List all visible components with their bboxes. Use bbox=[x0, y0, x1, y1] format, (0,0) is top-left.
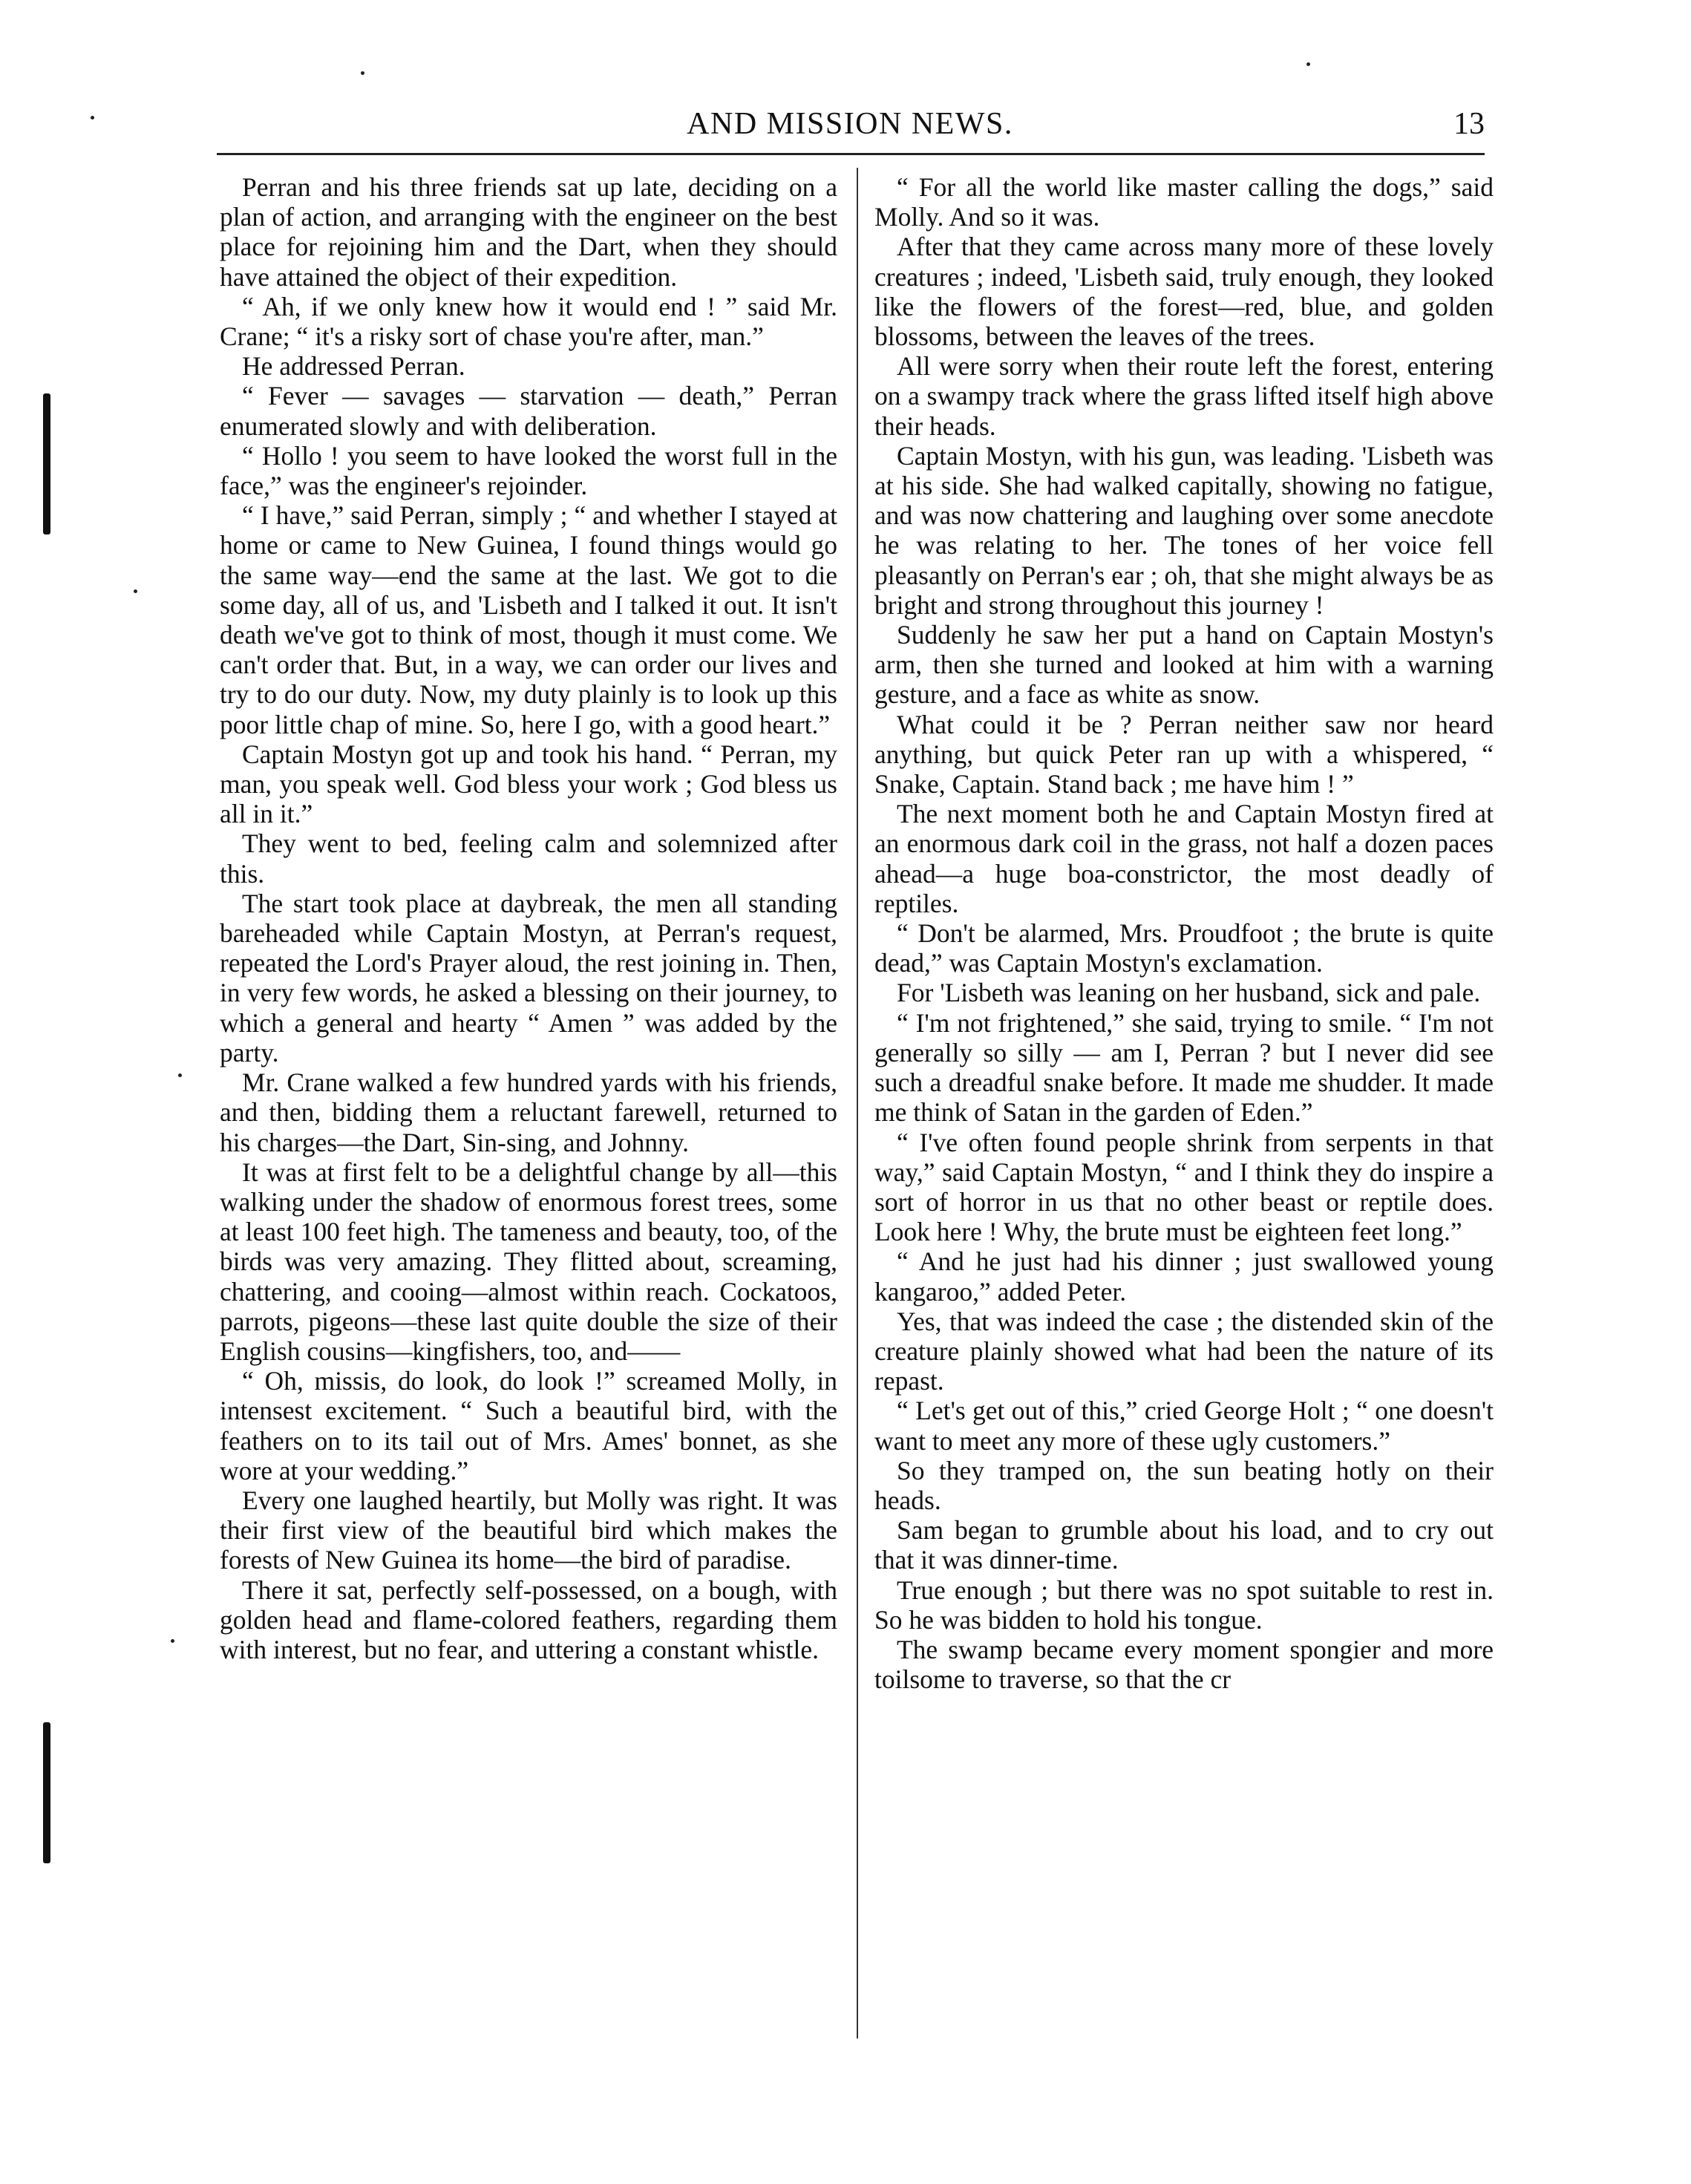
scan-speck bbox=[171, 1639, 174, 1643]
paragraph: Sam began to grumble about his load, and to cry out that it was dinner-time. bbox=[874, 1515, 1494, 1575]
scan-speck bbox=[91, 116, 94, 120]
binding-mark bbox=[43, 393, 50, 534]
paragraph: The swamp became every moment spongier and more toilsome to traverse, so that the cr bbox=[874, 1634, 1494, 1695]
paragraph: Every one laughed heartily, but Molly was right. It was their first view of the beautiful bird which makes the forests of New Guinea its home—the bird of paradise. bbox=[220, 1485, 837, 1575]
paragraph: “ And he just had his dinner ; just swallowed young kangaroo,” added Peter. bbox=[874, 1246, 1494, 1307]
paragraph: The next moment both he and Captain Mostyn fired at an enormous dark coil in the grass, not half a dozen paces ahead—a huge boa-constrictor, the most deadly of reptiles. bbox=[874, 799, 1494, 918]
header-rule bbox=[217, 153, 1485, 155]
paragraph: After that they came across many more of these lovely creatures ; indeed, 'Lisbeth said, truly enough, they looked like the flowers of the forest—red, blue, and golden blossoms, between the leaves of the trees. bbox=[874, 232, 1494, 352]
paragraph: “ Fever — savages — starvation — death,” Perran enumerated slowly and with deliberation. bbox=[220, 381, 837, 441]
paragraph: “ I'm not frightened,” she said, trying to smile. “ I'm not generally so silly — am I, Perran ? but I never did see such a dreadful snake before. It made me shudder. It made me think of Satan in the garden of Eden.” bbox=[874, 1007, 1494, 1128]
running-head: AND MISSION NEWS. bbox=[687, 107, 1013, 141]
paragraph: Captain Mostyn, with his gun, was leading. 'Lisbeth was at his side. She had walked capitally, showing no fatigue, and was now chattering and laughing over some anecdote he was relating to her. The tones of her voice fell pleasantly on Perran's ear ; oh, that she might always be as bright and strong throughout this journey ! bbox=[874, 440, 1494, 620]
paragraph: “ Ah, if we only knew how it would end ! ” said Mr. Crane; “ it's a risky sort of chase you're after, man.” bbox=[220, 291, 837, 352]
paragraph: Mr. Crane walked a few hundred yards with his friends, and then, bidding them a reluctant farewell, returned to his charges—the Dart, Sin-sing, and Johnny. bbox=[220, 1068, 837, 1157]
paragraph: It was at first felt to be a delightful change by all—this walking under the shadow of enormous forest trees, some at least 100 feet high. The tameness and beauty, too, of the birds was very amazing. They flitted about, screaming, chattering, and cooing—almost within reach. Cockatoos, parrots, pigeons—these last quite double the size of their English cousins—kingfishers, too, and—— bbox=[220, 1157, 837, 1366]
paragraph: There it sat, perfectly self-possessed, on a bough, with golden head and flame-colored feathers, regarding them with interest, but no fear, and uttering a constant whistle. bbox=[220, 1575, 837, 1664]
paragraph: “ Let's get out of this,” cried George Holt ; “ one doesn't want to meet any more of these ugly customers.” bbox=[874, 1396, 1494, 1456]
scan-speck bbox=[134, 589, 137, 593]
paragraph: Yes, that was indeed the case ; the distended skin of the creature plainly showed what had been the nature of its repast. bbox=[874, 1306, 1494, 1396]
left-column bbox=[220, 172, 837, 1664]
paragraph: “ For all the world like master calling the dogs,” said Molly. And so it was. bbox=[874, 172, 1494, 232]
paragraph: All were sorry when their route left the forest, entering on a swampy track where the grass lifted itself high above their heads. bbox=[874, 351, 1494, 441]
binding-mark bbox=[43, 1722, 50, 1863]
paragraph: Captain Mostyn got up and took his hand. “ Perran, my man, you speak well. God bless your work ; God bless us all in it.” bbox=[220, 739, 837, 829]
paragraph: True enough ; but there was no spot suitable to rest in. So he was bidden to hold his tongue. bbox=[874, 1575, 1494, 1635]
paragraph: What could it be ? Perran neither saw nor heard anything, but quick Peter ran up with a whispered, “ Snake, Captain. Stand back ; me have him ! ” bbox=[874, 709, 1494, 800]
paragraph: “ Oh, missis, do look, do look !” screamed Molly, in intensest excitement. “ Such a beautiful bird, with the feathers on to its tail out of Mrs. Ames' bonnet, as she wore at your wedding.” bbox=[220, 1366, 837, 1485]
right-column bbox=[874, 172, 1494, 1694]
page-number: 13 bbox=[1453, 107, 1485, 141]
paragraph: “ Don't be alarmed, Mrs. Proudfoot ; the brute is quite dead,” was Captain Mostyn's exclamation. bbox=[874, 918, 1494, 978]
scan-speck bbox=[1306, 62, 1310, 66]
scan-speck bbox=[178, 1073, 182, 1077]
paragraph: Suddenly he saw her put a hand on Captain Mostyn's arm, then she turned and looked at him with a warning gesture, and a face as white as snow. bbox=[874, 620, 1494, 710]
paragraph: He addressed Perran. bbox=[242, 351, 465, 382]
page-header bbox=[215, 105, 1485, 150]
paragraph: Perran and his three friends sat up late, deciding on a plan of action, and arranging with the engineer on the best place for rejoining him and the Dart, when they should have attained the object of their expedition. bbox=[220, 172, 837, 292]
paragraph: For 'Lisbeth was leaning on her husband, sick and pale. bbox=[897, 978, 1481, 1008]
paragraph: So they tramped on, the sun beating hotly on their heads. bbox=[874, 1455, 1494, 1515]
scan-speck bbox=[361, 71, 364, 75]
paragraph: “ Hollo ! you seem to have looked the worst full in the face,” was the engineer's rejoinder. bbox=[220, 440, 837, 501]
paragraph: “ I've often found people shrink from serpents in that way,” said Captain Mostyn, “ and I think they do inspire a sort of horror in us that no other beast or reptile does. Look here ! Why, the brute must be eighteen feet long.” bbox=[874, 1127, 1494, 1247]
paragraph: They went to bed, feeling calm and solemnized after this. bbox=[220, 828, 837, 889]
column-divider bbox=[857, 168, 858, 2038]
paragraph: The start took place at daybreak, the men all standing bareheaded while Captain Mostyn, at Perran's request, repeated the Lord's Prayer aloud, the rest joining in. Then, in very few words, he asked a blessing on their journey, to which a general and hearty “ Amen ” was added by the party. bbox=[220, 888, 837, 1068]
paragraph: “ I have,” said Perran, simply ; “ and whether I stayed at home or came to New Guinea, I found things would go the same way—end the same at the last. We got to die some day, all of us, and 'Lisbeth and I talked it out. It isn't death we've got to think of most, though it must come. We can't order that. But, in a way, we can order our lives and try to do our duty. Now, my duty plainly is to look up this poor little chap of mine. So, here I go, with a good heart.” bbox=[220, 500, 837, 739]
